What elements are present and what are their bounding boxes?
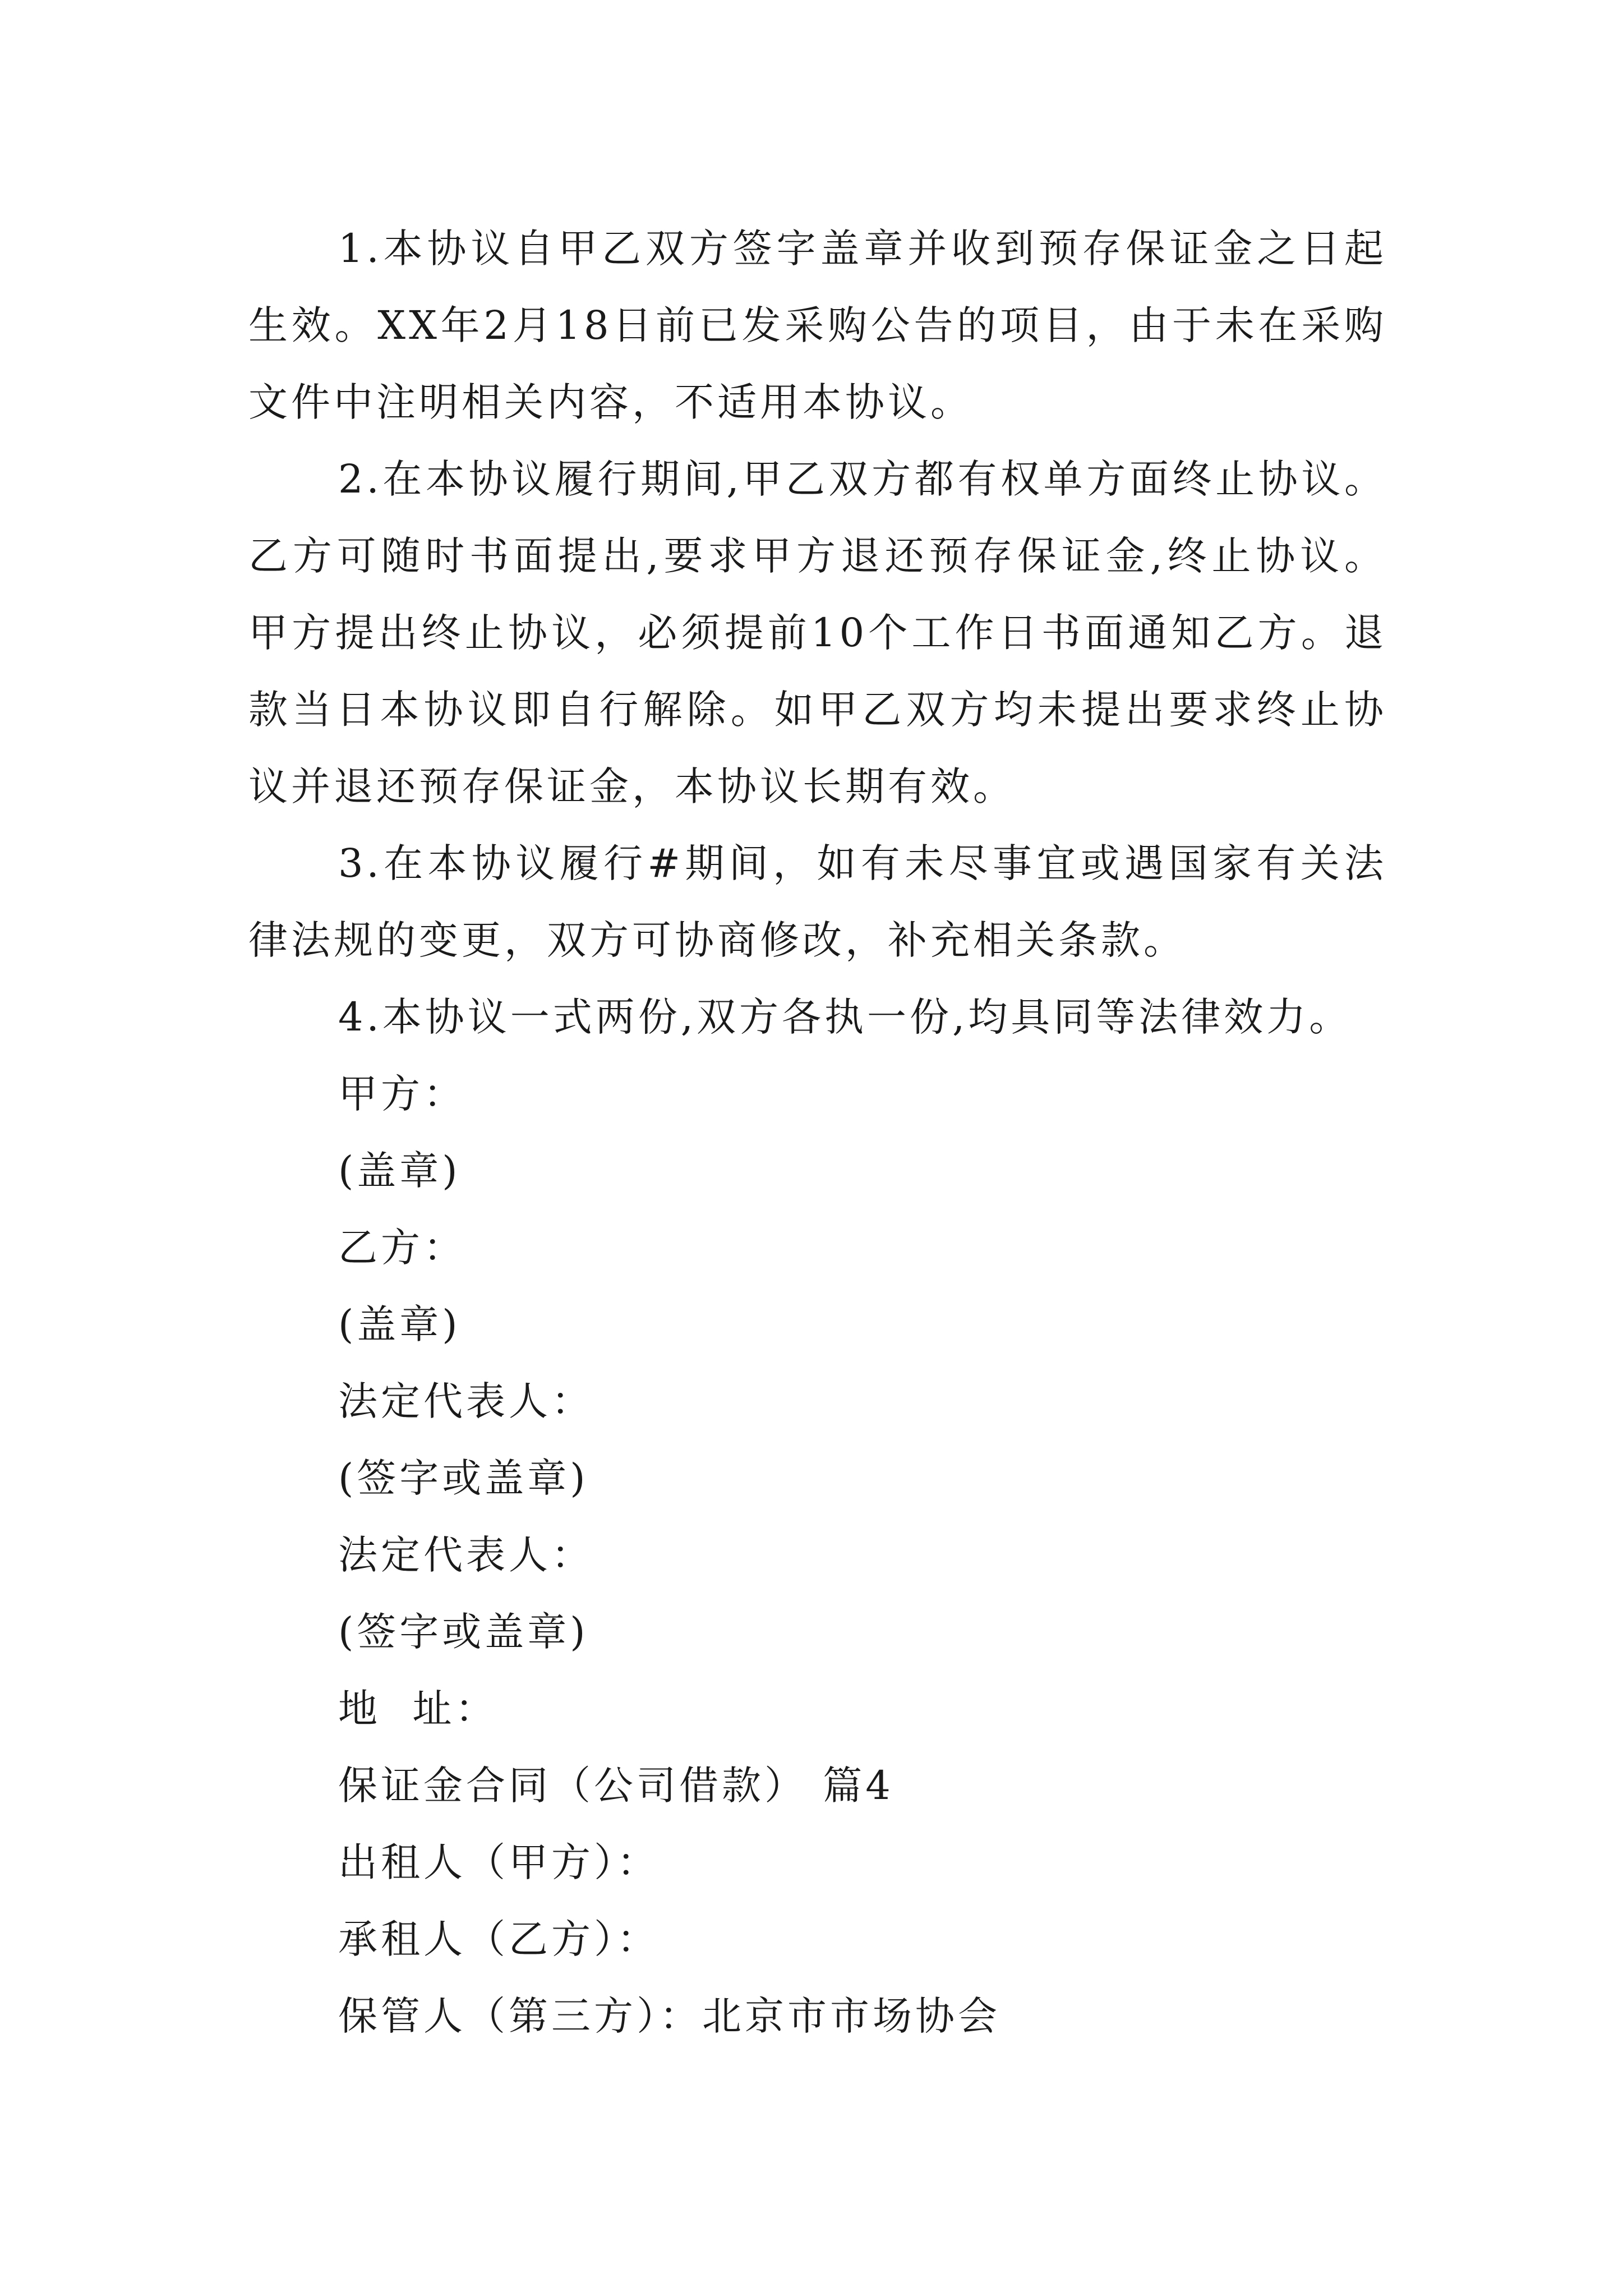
party-a-seal: (盖章) bbox=[338, 1148, 461, 1194]
party-b-label: 乙方： bbox=[338, 1225, 466, 1271]
clause-3: 3.在本协议履行#期间，如有未尽事宜或遇国家有关法律法规的变更，双方可协商修改，补充相关条款。 bbox=[248, 840, 1387, 963]
lessor-line: 出租人（甲方）： bbox=[338, 1839, 660, 1885]
legal-rep-b-sign: (签字或盖章) bbox=[338, 1609, 589, 1655]
lessee-line: 承租人（乙方）： bbox=[338, 1916, 660, 1962]
legal-rep-b-label: 法定代表人： bbox=[338, 1532, 594, 1578]
section-title: 保证金合同（公司借款） 篇4 bbox=[338, 1763, 894, 1809]
legal-rep-a-sign: (签字或盖章) bbox=[338, 1455, 589, 1501]
party-b-seal: (盖章) bbox=[338, 1301, 461, 1347]
address-label: 地 址： bbox=[338, 1686, 498, 1732]
clause-2: 2.在本协议履行期间,甲乙双方都有权单方面终止协议。乙方可随时书面提出,要求甲方退还预存保证金,终止协议。甲方提出终止协议，必须提前10个工作日书面通知乙方。退款当日本协议即自行解除。如甲乙双方均未提出要求终止协议并退还预存保证金，本协议长期有效。 bbox=[248, 456, 1387, 809]
clause-4: 4.本协议一式两份,双方各执一份,均具同等法律效力。 bbox=[338, 994, 1352, 1040]
document-body bbox=[248, 210, 1387, 2055]
clause-1: 1.本协议自甲乙双方签字盖章并收到预存保证金之日起生效。XX年2月18日前已发采购公告的项目，由于未在采购文件中注明相关内容，不适用本协议。 bbox=[248, 226, 1387, 425]
legal-rep-a-label: 法定代表人： bbox=[338, 1378, 594, 1424]
custodian-line: 保管人（第三方）：北京市市场协会 bbox=[338, 1993, 1000, 2039]
party-a-label: 甲方： bbox=[338, 1071, 466, 1117]
